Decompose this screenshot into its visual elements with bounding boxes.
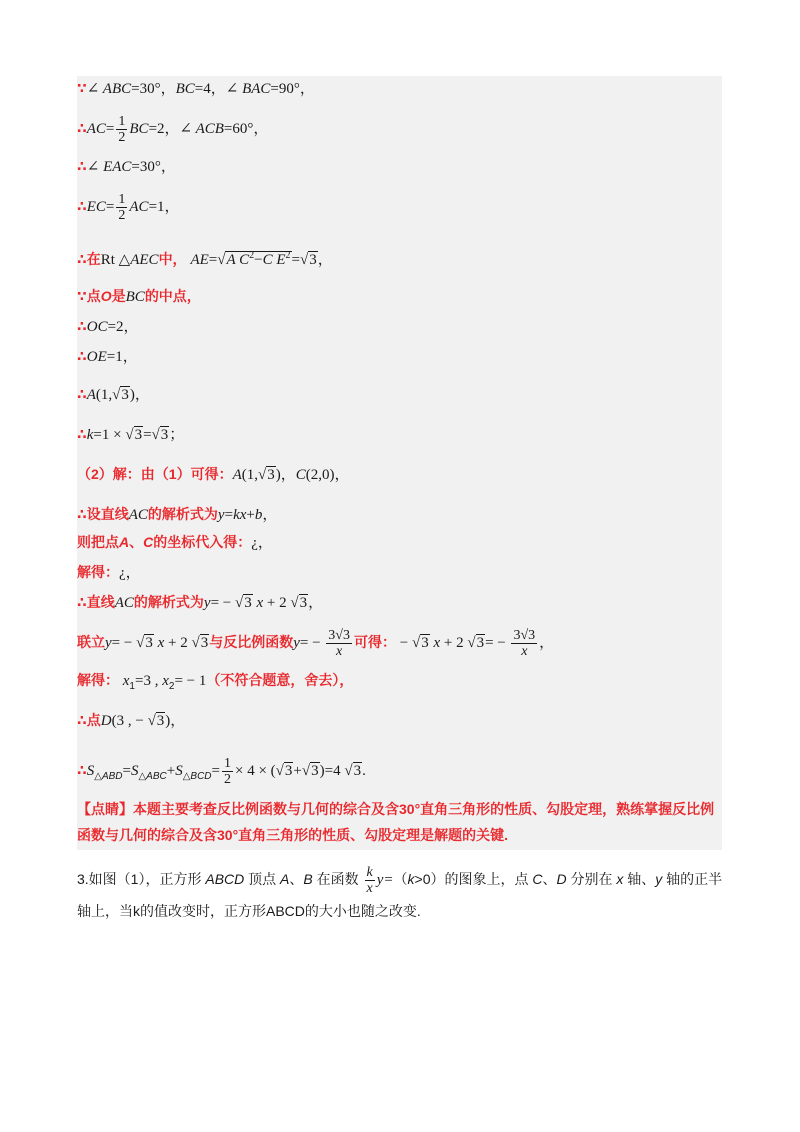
solution-line-11: （2）解：由（1）可得：A(1,√3)，C(2,0)， [77,466,350,483]
problem-3-line-1: 3.如图（1），正方形 ABCD 顶点 A、B 在函数 $\frac{k}{x}$ y=（k>0）的图象上，点 C、D 分别在 x 轴、y 轴的正半 [77,864,723,896]
key-point-text: 本题主要考查反比例函数与几何的综合及含30°直角三角形的性质、勾股定理，熟练掌握反比例函数与几何的综合及含30°直角三角形的性质、勾股定理是解题的关键. [77,801,715,843]
solution-line-13: 则把点A、C的坐标代入得：¿， [77,534,273,551]
solution-line-6: ∵点O是BC的中点， [77,288,201,305]
solution-line-19: $\therefore S_{\triangle ABD}=S_{\triangle ABC}+S_{\triangle BCD}=$ $\frac{1}{2}$ × 4 × (√3+√3)=4 √3. [77,756,366,787]
solution-line-7: ∴OC=2， [77,318,139,335]
solution-line-4: ∴EC= $\frac{1}{2}$ AC=1， [77,192,180,223]
solution-line-14: 解得：¿， [77,564,141,581]
solution-line-5: ∴在Rt △AEC中， AE=√A $C^2-C$ $E^2=√3$， [77,250,333,268]
key-point-comment [77,796,722,848]
solution-line-2: ∴AC= $\frac{1}{2}$ BC=2，∠ ACB=60°， [77,114,269,145]
solution-line-18: ∴点D(3 , − √3)， [77,712,186,729]
solution-line-17: 解得： $x_1=3$ , $x_2= - 1$（不符合题意，舍去）， [77,672,354,692]
problem-3-statement [77,864,727,926]
solution-line-12: ∴设直线AC的解析式为y=kx+b， [77,506,278,523]
solution-line-15: ∴直线AC的解析式为y= − √3 x + 2 √3， [77,594,324,611]
solution-line-3: ∴∠ EAC=30°， [77,158,176,175]
solution-line-9: ∴A(1,√3)， [77,386,150,403]
problem-3-line-2: 轴上，当k的值改变时，正方形ABCD的大小也随之改变. [77,902,421,919]
solution-line-10: ∴k=1 × √3=√3； [77,426,185,443]
solution-line-1: ∵∠ ABC=30°，BC=4，∠ BAC=90°， [77,80,315,97]
key-point-tag: 【点睛】 [77,801,133,817]
solution-line-16: 联立y= − √3 x + 2 √3与反比例函数y= − $\frac{3√3}{x}$ 可得： − √3 x + 2 √3= − $\frac{3√3}{x}$ ， [77,628,555,659]
solution-line-8: ∴OE=1， [77,348,138,365]
